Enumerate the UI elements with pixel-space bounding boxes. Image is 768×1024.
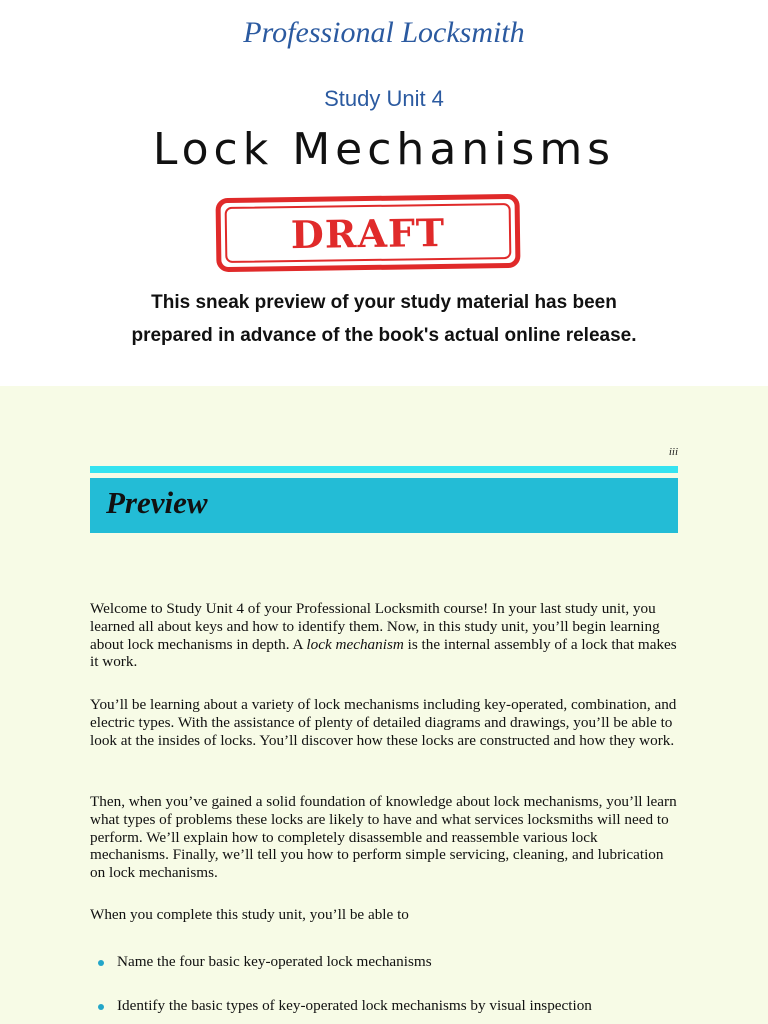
section-banner [90, 478, 678, 533]
preview-notice [0, 286, 768, 352]
series-title: Professional Locksmith [243, 16, 525, 49]
book-title: Lock Mechanisms [152, 124, 616, 175]
book-page [0, 386, 768, 1024]
draft-stamp [215, 194, 520, 272]
draft-stamp-text: DRAFT [290, 209, 446, 257]
bullet-icon [98, 1004, 104, 1010]
objective-item [98, 953, 688, 971]
objective-text: Name the four basic key-operated lock mechanisms [117, 953, 432, 970]
objectives-intro: When you complete this study unit, you’ll be able to [90, 906, 409, 923]
section-title: Preview [106, 485, 208, 520]
bullet-icon [98, 960, 104, 966]
preview-notice-line-2: prepared in advance of the book's actual online release. [131, 325, 637, 346]
servicing-paragraph: Then, when you’ve gained a solid foundation of knowledge about lock mechanisms, you’ll learn what types of problems these locks are likely to have and what services locksmiths will need to perform. We’ll explain how to completely disassemble and reassemble various lock mechanisms. Finally, we’ll tell you how to perform simple servicing, cleaning, and lubrication on lock mechanisms. [90, 793, 677, 882]
header-rule [90, 466, 678, 473]
study-unit-label: Study Unit 4 [324, 86, 444, 111]
intro-text-end: is the internal assembly of a lock that makes it work. [90, 635, 677, 671]
objective-text: Identify the basic types of key-operated lock mechanisms by visual inspection [117, 996, 592, 1014]
page-number: iii [668, 446, 678, 458]
objectives-list [98, 953, 688, 1015]
preview-notice-line-1: This sneak preview of your study material has been [151, 292, 617, 313]
cover-section [0, 0, 768, 386]
intro-text-start: Welcome to Study Unit 4 of your Professional Locksmith course! In your last study unit, you learned all about keys and how to identify them. Now, in this study unit, you’ll begin learning about lock mechanisms in depth. A [90, 600, 660, 653]
lock-types-paragraph: You’ll be learning about a variety of lock mechanisms including key-operated, combination, and electric types. With the assistance of plenty of detailed diagrams and drawings, you’ll be able to look at the insides of locks. You’ll discover how these locks are constructed and how they work. [90, 696, 677, 749]
intro-paragraph [90, 600, 680, 671]
objective-item [98, 997, 688, 1015]
lock-mechanism-term: lock mechanism [306, 635, 404, 653]
